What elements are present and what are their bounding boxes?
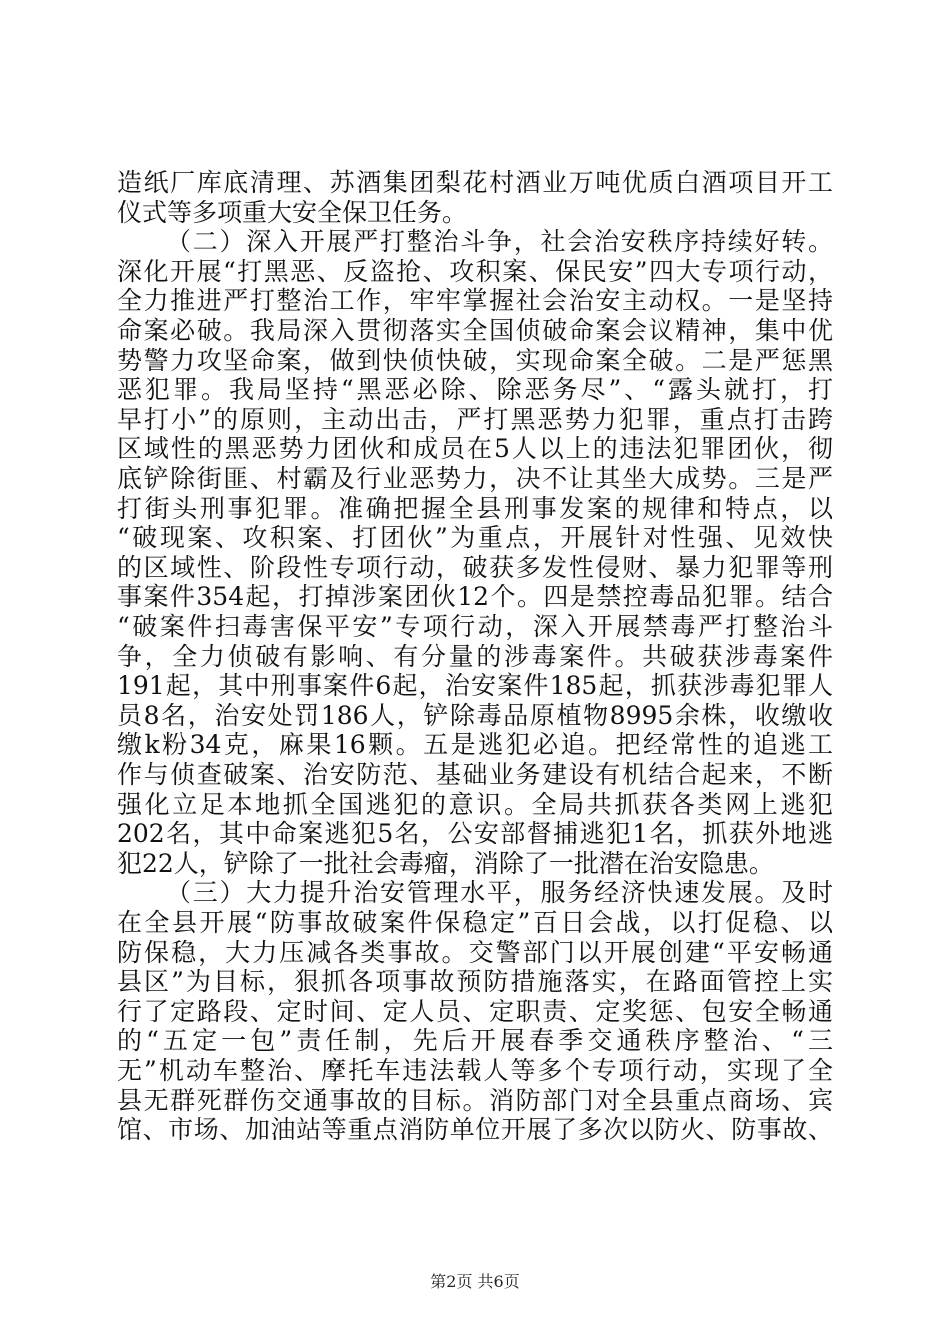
text-line: 的区域性、阶段性专项行动，破获多发性侵财、暴力犯罪等刑 [117, 552, 833, 582]
text-line: 命案必破。我局深入贯彻落实全国侦破命案会议精神，集中优 [117, 316, 833, 345]
text-line: 争，全力侦破有影响、有分量的涉毒案件。共破获涉毒案件 [117, 641, 833, 671]
text-line: 的“五定一包”责任制，先后开展春季交通秩序整治、“三 [117, 1026, 833, 1056]
text-line: 底铲除街匪、村霸及行业恶势力，决不让其坐大成势。三是严 [117, 464, 833, 493]
text-line: 犯22人，铲除了一批社会毒瘤，消除了一批潜在治安隐患。 [117, 848, 774, 878]
text-line: 馆、市场、加油站等重点消防单位开展了多次以防火、防事故、 [117, 1115, 833, 1145]
text-line: 早打小”的原则，主动出击，严打黑恶势力犯罪，重点打击跨 [117, 404, 833, 434]
text-line: 202名，其中命案逃犯5名，公安部督捕逃犯1名，抓获外地逃 [117, 819, 833, 849]
text-line: 恶犯罪。我局坚持“黑恶必除、除恶务尽”、“露头就打，打 [117, 375, 833, 405]
text-line: 深化开展“打黑恶、反盗抢、攻积案、保民安”四大专项行动， [117, 256, 833, 286]
text-line: 在全县开展“防事故破案件保稳定”百日会战，以打促稳、以 [117, 908, 833, 937]
text-line: 无”机动车整治、摩托车违法载人等多个专项行动，实现了全 [117, 1056, 833, 1085]
text-line: 县无群死群伤交通事故的目标。消防部门对全县重点商场、宾 [117, 1085, 833, 1115]
text-line: 打街头刑事犯罪。准确把握全县刑事发案的规律和特点，以 [117, 493, 833, 523]
text-line: 强化立足本地抓全国逃犯的意识。全局共抓获各类网上逃犯 [117, 789, 833, 819]
page-footer: 第2页 共6页 [430, 1272, 520, 1291]
text-line: 区域性的黑恶势力团伙和成员在5人以上的违法犯罪团伙，彻 [117, 434, 833, 464]
text-line: 事案件354起，打掉涉案团伙12个。四是禁控毒品犯罪。结合 [117, 582, 833, 612]
text-line: 势警力攻坚命案，做到快侦快破，实现命案全破。二是严惩黑 [117, 345, 833, 375]
text-line: 191起，其中刑事案件6起，治安案件185起，抓获涉毒犯罪人 [117, 671, 833, 701]
text-line: 员8名，治安处罚186人，铲除毒品原植物8995余株，收缴收 [117, 700, 833, 730]
text-line: 作与侦查破案、治安防范、基础业务建设有机结合起来，不断 [117, 760, 833, 789]
text-line: “破现案、攻积案、打团伙”为重点，开展针对性强、见效快 [117, 523, 833, 553]
text-line: 县区”为目标，狠抓各项事故预防措施落实，在路面管控上实 [117, 967, 833, 997]
text-line: 全力推进严打整治工作，牢牢掌握社会治安主动权。一是坚持 [117, 286, 833, 316]
text-line: 造纸厂库底清理、苏酒集团梨花村酒业万吨优质白酒项目开工 [117, 168, 833, 197]
text-line: 缴k粉34克，麻果16颗。五是逃犯必追。把经常性的追逃工 [117, 730, 833, 760]
text-line: 仪式等多项重大安全保卫任务。 [117, 197, 468, 227]
text-line: 防保稳，大力压减各类事故。交警部门以开展创建“平安畅通 [117, 937, 833, 967]
text-line: “破案件扫毒害保平安”专项行动，深入开展禁毒严打整治斗 [117, 612, 833, 641]
text-line: （三）大力提升治安管理水平，服务经济快速发展。及时 [166, 878, 833, 908]
text-line: 行了定路段、定时间、定人员、定职责、定奖惩、包安全畅通 [117, 996, 833, 1026]
text-line: （二）深入开展严打整治斗争，社会治安秩序持续好转。 [166, 227, 833, 257]
